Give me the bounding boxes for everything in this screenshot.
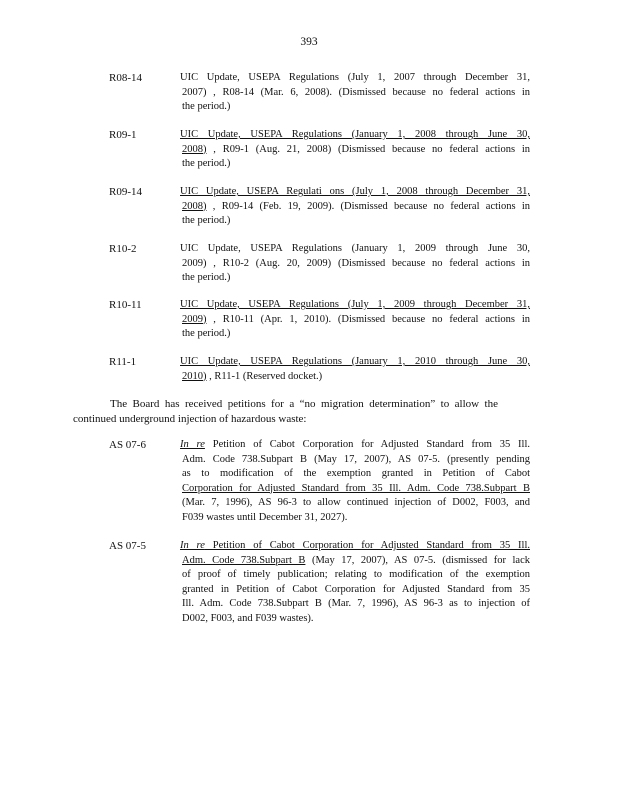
description-line xyxy=(180,143,530,158)
description-text: the period.) xyxy=(182,215,231,226)
description-text: , R10-11 (Apr. 1, 2010). (Dismissed because no federal actions in xyxy=(206,313,530,325)
docket-number: AS 07-5 xyxy=(109,540,146,552)
case-citation-text: In re xyxy=(180,540,205,551)
description-text: Ill. Adm. Code 738.Subpart B (Mar. 7, 1996), AS 96-3 as to injection of xyxy=(182,598,530,609)
description-line xyxy=(180,214,530,229)
description-text: UIC Update, USEPA Regulations (July 1, 2009 through December 31, xyxy=(180,299,530,310)
description-line xyxy=(180,298,530,313)
description-line xyxy=(180,257,530,272)
description-text: 2008) xyxy=(182,143,207,155)
intro-paragraph-line: continued underground injection of hazardous waste: xyxy=(73,412,307,425)
docket-description xyxy=(180,242,530,286)
docket-number: AS 07-6 xyxy=(109,439,146,451)
description-text: F039 wastes until December 31, 2027). xyxy=(182,511,348,523)
description-text: (Mar. 7, 1996), AS 96-3 to allow continued injection of D002, F003, and xyxy=(182,497,530,508)
intro-paragraph xyxy=(73,397,498,426)
description-text: UIC Update, USEPA Regulations (July 1, 2007 through December 31, xyxy=(180,72,530,83)
description-text: D002, F003, and F039 wastes). xyxy=(182,612,314,624)
docket-description xyxy=(180,128,530,172)
description-line xyxy=(180,327,530,342)
description-text: UIC Update, USEPA Regulati ons (July 1, 2008 through December 31, xyxy=(180,186,530,197)
description-line xyxy=(180,86,530,101)
description-line xyxy=(180,482,530,497)
description-text: the period.) xyxy=(182,101,231,112)
description-line xyxy=(180,539,530,554)
docket-description xyxy=(180,71,530,115)
description-text: Adm. Code 738.Subpart B (May 17, 2007), AS 07-5. (presently pending xyxy=(182,453,530,465)
docket-number: R11-1 xyxy=(109,356,137,368)
description-text: Corporation for Adjusted Standard from 35 Ill. Adm. Code 738.Subpart B xyxy=(182,482,530,494)
description-line xyxy=(180,511,530,526)
description-text: 2010) xyxy=(182,370,207,382)
description-text: of proof of timely publication; relating to modification of the exemption xyxy=(182,569,530,580)
description-line xyxy=(180,200,530,215)
description-text: Petition of Cabot Corporation for Adjusted Standard from 35 Ill. xyxy=(204,540,530,551)
case-citation-text: In re xyxy=(180,439,205,450)
description-text: Petition of Cabot Corporation for Adjusted Standard from 35 Ill. xyxy=(204,439,530,450)
description-line xyxy=(180,568,530,583)
description-text: (May 17, 2007), AS 07-5. (dismissed for lack xyxy=(305,554,530,566)
description-text: the period.) xyxy=(182,328,231,339)
description-line xyxy=(180,355,530,370)
description-line xyxy=(180,271,530,286)
description-line xyxy=(180,467,530,482)
docket-number: R09-1 xyxy=(109,129,137,141)
docket-number: R10-11 xyxy=(109,299,142,311)
description-line xyxy=(180,453,530,468)
description-text: the period.) xyxy=(182,272,231,283)
docket-number: R08-14 xyxy=(109,72,142,84)
description-line xyxy=(180,157,530,172)
description-text: Adm. Code 738.Subpart B xyxy=(182,554,306,566)
description-line xyxy=(180,597,530,612)
description-text: , R11-1 (Reserved docket.) xyxy=(206,370,323,382)
intro-paragraph-line: The Board has received petitions for a “no migration determination” to allow the xyxy=(110,398,498,410)
description-line xyxy=(180,438,530,453)
docket-number: R09-14 xyxy=(109,186,142,198)
docket-description xyxy=(180,438,530,525)
description-line xyxy=(180,554,530,569)
description-text: 2009) , R10-2 (Aug. 20, 2009) (Dismissed because no federal actions in xyxy=(182,257,530,269)
docket-description xyxy=(180,185,530,229)
docket-description xyxy=(180,355,530,384)
description-line xyxy=(180,583,530,598)
description-text: UIC Update, USEPA Regulations (January 1, 2008 through June 30, xyxy=(180,129,530,140)
docket-description xyxy=(180,298,530,342)
description-text: 2009) xyxy=(182,313,207,325)
description-line xyxy=(180,185,530,200)
description-text: 2007) , R08-14 (Mar. 6, 2008). (Dismissed because no federal actions in xyxy=(182,86,530,98)
description-line xyxy=(180,71,530,86)
description-text: UIC Update, USEPA Regulations (January 1, 2009 through June 30, xyxy=(180,243,530,254)
description-line xyxy=(180,100,530,115)
docket-number: R10-2 xyxy=(109,243,137,255)
description-text: , R09-1 (Aug. 21, 2008) (Dismissed because no federal actions in xyxy=(206,143,530,155)
docket-description xyxy=(180,539,530,626)
page-number: 393 xyxy=(300,36,318,48)
description-text: , R09-14 (Feb. 19, 2009). (Dismissed because no federal actions in xyxy=(206,200,530,212)
description-line xyxy=(180,612,530,627)
description-line xyxy=(180,313,530,328)
description-text: 2008) xyxy=(182,200,207,212)
description-line xyxy=(180,370,530,385)
description-text: as to modification of the exemption granted in Petition of Cabot xyxy=(182,468,530,479)
description-line xyxy=(180,496,530,511)
description-line xyxy=(180,128,530,143)
description-text: the period.) xyxy=(182,158,231,169)
description-text: UIC Update, USEPA Regulations (January 1, 2010 through June 30, xyxy=(180,356,530,367)
description-line xyxy=(180,242,530,257)
description-text: granted in Petition of Cabot Corporation for Adjusted Standard from 35 xyxy=(182,583,530,595)
